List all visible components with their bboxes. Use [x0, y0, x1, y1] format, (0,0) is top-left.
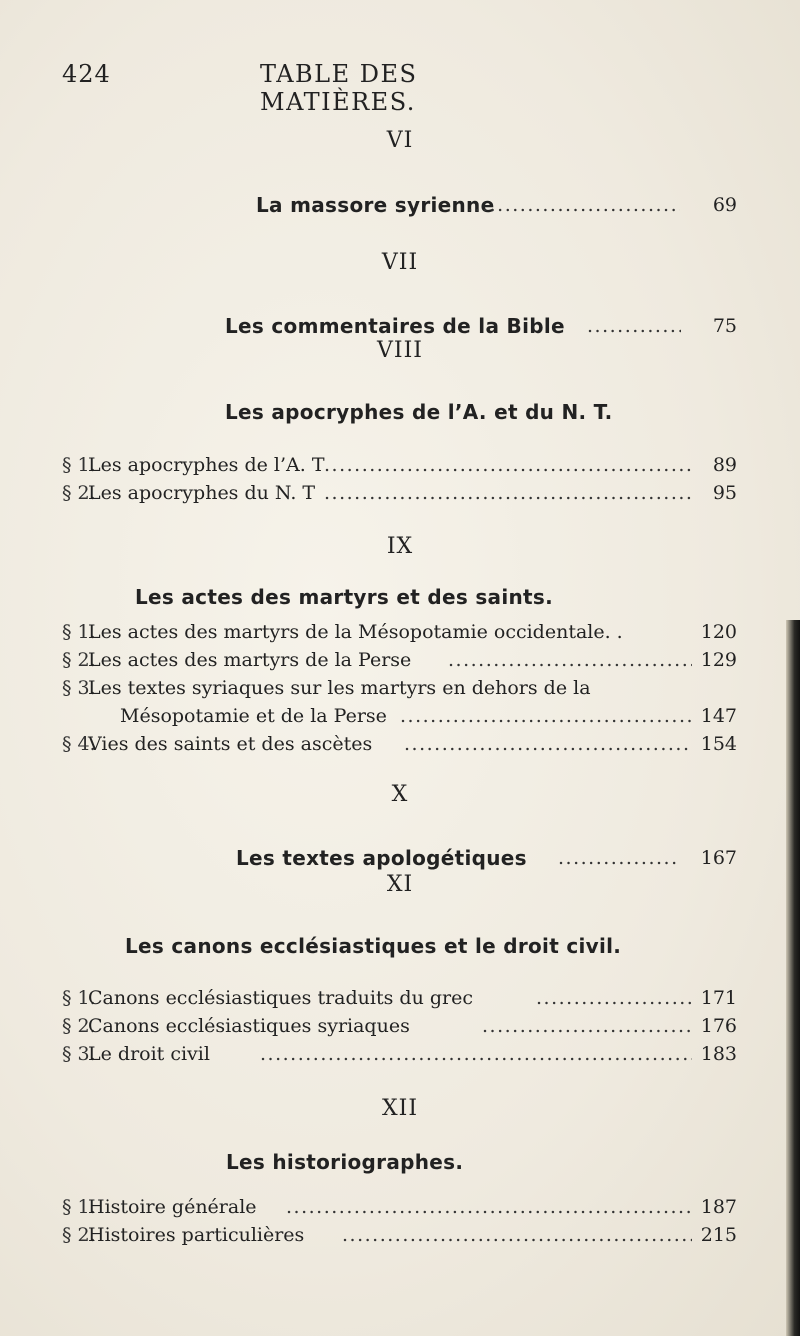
leader-dots [404, 731, 692, 757]
toc-entry [62, 675, 737, 701]
section-title: Les commentaires de la Bible [225, 314, 565, 338]
page-ref: 167 [700, 847, 737, 869]
leader-dots [260, 1041, 692, 1067]
section-numeral: VIII [377, 338, 423, 363]
leader-dots [400, 703, 692, 729]
entry-label: Les actes des martyrs de la Mésopotamie occidentale. . [88, 621, 623, 643]
page-header [62, 60, 550, 116]
entry-label: Mésopotamie et de la Perse [120, 705, 387, 727]
section-numeral: X [391, 782, 409, 807]
section-title: Les apocryphes de l’A. et du N. T. [225, 400, 613, 424]
toc-entry [62, 731, 737, 757]
toc-entry-continuation [62, 703, 737, 729]
section-numeral: IX [386, 534, 414, 559]
page-ref: 75 [712, 315, 737, 337]
leader-dots [342, 1222, 692, 1248]
toc-entry [62, 1041, 737, 1067]
section-numeral: XI [386, 872, 414, 897]
toc-entry [62, 1013, 737, 1039]
entry-label: Les apocryphes de l’A. T [88, 454, 325, 476]
section-mark: § 2. [62, 1224, 96, 1246]
toc-entry [62, 480, 737, 506]
page-edge-shadow [786, 620, 800, 1336]
entry-label: Le droit civil [88, 1043, 210, 1065]
leader-dots [448, 647, 692, 673]
section-mark: § 2. [62, 482, 96, 504]
page-ref: 69 [712, 194, 737, 216]
leader-dots [467, 192, 680, 218]
section-title: Les historiographes. [226, 1150, 464, 1174]
leader-dots [536, 985, 692, 1011]
section-title: Les canons ecclésiastiques et le droit civil. [125, 934, 622, 958]
page-ref: 120 [700, 621, 737, 643]
leader-dots [558, 845, 680, 871]
section-mark: § 1. [62, 621, 96, 643]
section-mark: § 3. [62, 1043, 96, 1065]
page-ref: 129 [700, 649, 737, 671]
section-numeral: VII [381, 250, 419, 275]
toc-entry [62, 619, 737, 645]
section-title: Les textes apologétiques [236, 846, 527, 870]
section-mark: § 1. [62, 1196, 96, 1218]
entry-label: Canons ecclésiastiques syriaques [88, 1015, 410, 1037]
leader-dots [324, 452, 694, 478]
leader-dots [324, 480, 694, 506]
entry-label: Histoire générale [88, 1196, 257, 1218]
leader-dots [482, 1013, 692, 1039]
section-numeral: VI [386, 128, 414, 153]
section-title: Les actes des martyrs et des saints. [135, 585, 553, 609]
entry-label: Vies des saints et des ascètes [88, 733, 373, 755]
running-title: TABLE DES MATIÈRES. [260, 60, 418, 116]
entry-label: Les actes des martyrs de la Perse [88, 649, 412, 671]
entry-label: Les apocryphes du N. T [88, 482, 316, 504]
entry-label: Les textes syriaques sur les martyrs en dehors de la [88, 677, 591, 699]
toc-entry [62, 1194, 737, 1220]
page-ref: 187 [700, 1196, 737, 1218]
section-numeral: XII [381, 1096, 419, 1121]
page-ref: 147 [700, 705, 737, 727]
section-mark: § 2. [62, 649, 96, 671]
section-title: La massore syrienne [256, 193, 495, 217]
entry-label: Histoires particulières [88, 1224, 305, 1246]
page-ref: 176 [700, 1015, 737, 1037]
page-ref: 95 [712, 482, 737, 504]
toc-entry [62, 452, 737, 478]
leader-dots [587, 313, 681, 339]
leader-dots [286, 1194, 692, 1220]
page-ref: 171 [700, 987, 737, 1009]
page-ref: 89 [712, 454, 737, 476]
page-ref: 154 [700, 733, 737, 755]
section-mark: § 1. [62, 454, 96, 476]
toc-entry [62, 647, 737, 673]
page-ref: 215 [700, 1224, 737, 1246]
section-mark: § 1. [62, 987, 96, 1009]
section-mark: § 2. [62, 1015, 96, 1037]
section-mark: § 3. [62, 677, 96, 699]
page-number: 424 [62, 60, 111, 88]
page-ref: 183 [700, 1043, 737, 1065]
toc-entry [62, 1222, 737, 1248]
section-mark: § 4. [62, 733, 96, 755]
toc-entry [62, 985, 737, 1011]
entry-label: Canons ecclésiastiques traduits du grec [88, 987, 473, 1009]
